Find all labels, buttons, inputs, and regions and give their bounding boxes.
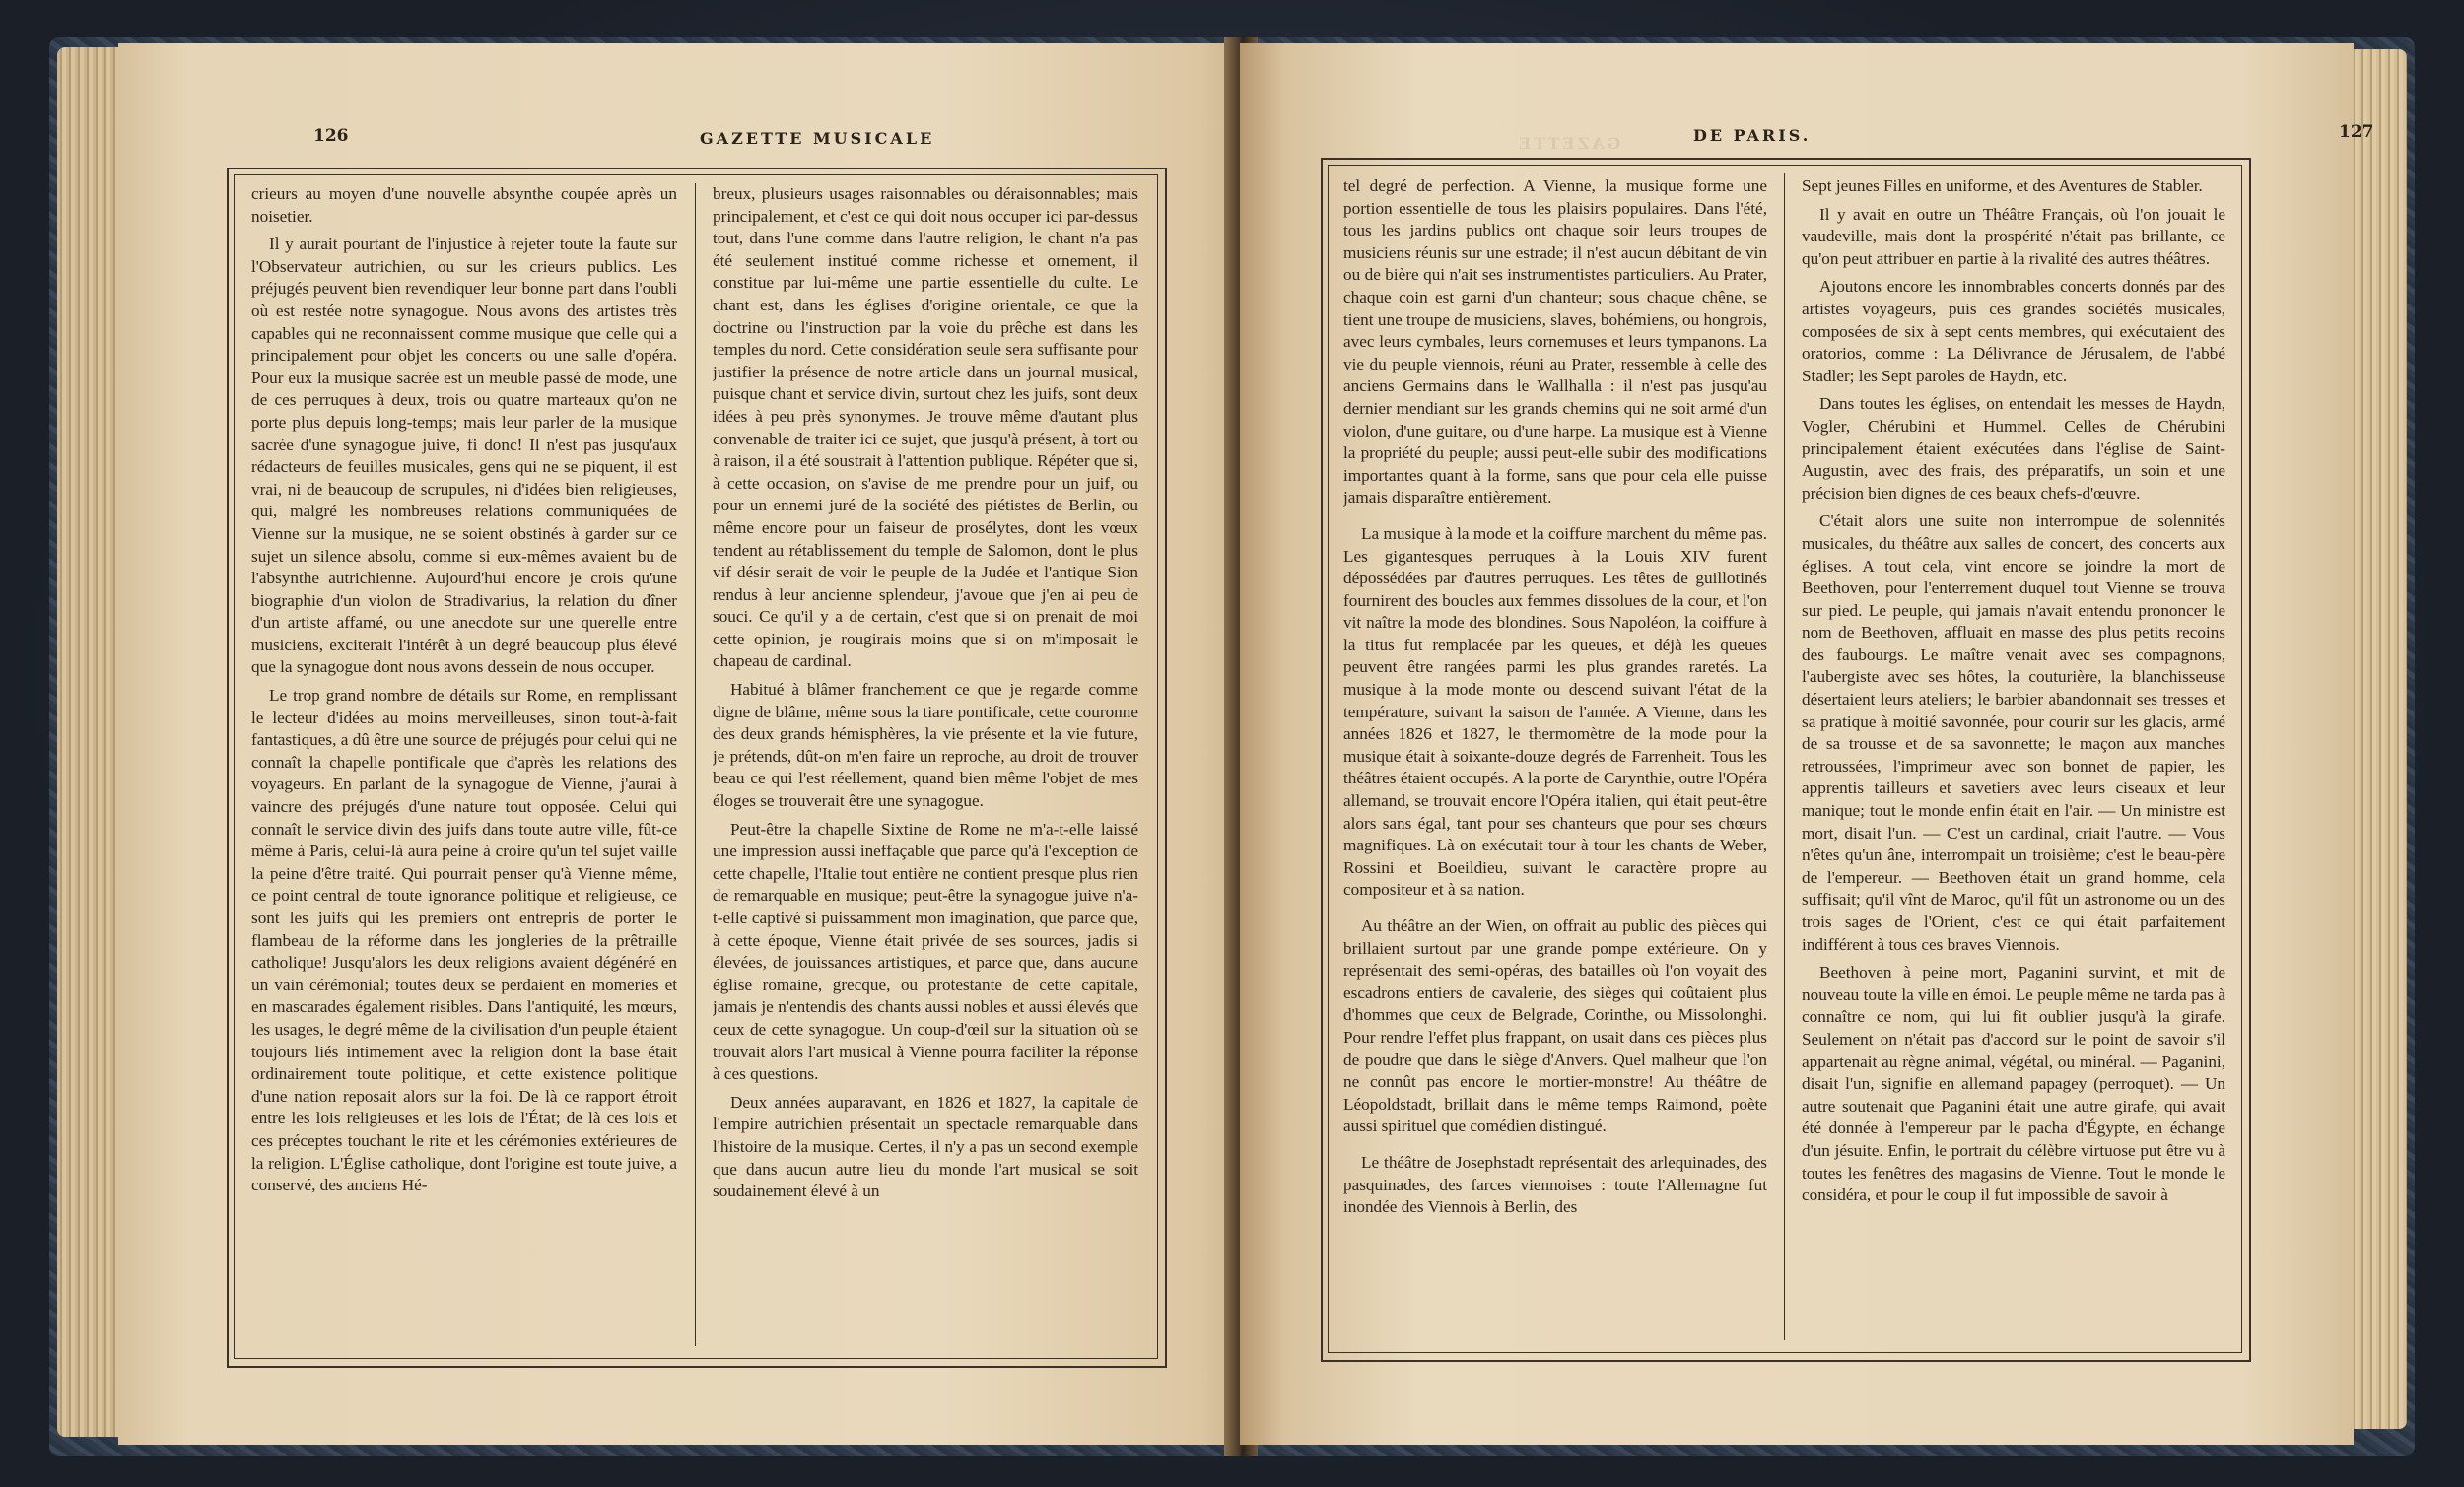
paragraph: breux, plusieurs usages raisonnables ou déraisonnables; mais principalement, et c'est ce qui doit nous occuper ici par-dessus tout, dans l'une comme dans l'autre religion, le chant n'a pas été seulement institué comme richesse et ornement, il constitue par lui-même une partie essentielle du culte. Le chant est, dans les églises d'origine orientale, ce que la doctrine ou l'instruction par la voie du prêche est dans les temples du nord. Cette considération seule sera suffisante pour justifier la présence de notre article dans un journal musical, puisque chant et service divin, surtout chez les juifs, sont deux idées à peu près synonymes. Je trouve même d'autant plus convenable de traiter ici ce sujet, que jusqu'à présent, à tort ou à raison, il a été soustrait à l'attention publique. Répéter que si, à cette occasion, on s'avise de me prendre pour un juif, ou pour un ennemi juré de la société des piétistes de Berlin, ou même encore pour un faiseur de prosélytes, dont les vœux tendent au rétablissement du temple de Salomon, dont le plus vif désir serait de voir le peuple de la Judée et l'antique Sion rendus à leur ancienne splendeur, j'avoue que j'en ai peu de souci. Ce qu'il y a de certain, c'est que si on prenait de moi cette opinion, je rougirais moins que si on m'imposait le chapeau de cardinal. (713, 184, 1138, 671)
right-running-head: DE PARIS. (1693, 126, 1812, 145)
right-column-2 (1802, 175, 2225, 1340)
paragraph: Dans toutes les églises, on entendait les messes de Haydn, Vogler, Chérubini et Hummel. Celles de Chérubini principalement étaient exécutées dans l'église de Saint-Augustin, avec des frais, des préparatifs, un soin et une précision bien dignes de ces beaux chefs-d'œuvre. (1802, 394, 2225, 503)
paragraph: Le trop grand nombre de détails sur Rome, en remplissant le lecteur d'idées au moins merveilleuses, sinon tout-à-fait fantastiques, a dû être une source de préjugés pour celui qui ne connaît la chapelle pontificale que d'après les relations des voyageurs. En parlant de la synagogue de Vienne, j'aurai à vaincre des préjugés d'une nature tout opposée. Celui qui connaît le service divin des juifs dans toute autre ville, fût-ce même à Paris, celui-là aura peine à croire qu'un tel sujet vaille la peine d'être traité. Qui pourrait penser qu'à Vienne même, ce point central de toute ignorance politique et religieuse, ce sont les juifs qui les premiers ont entrepris de porter le flambeau de la réforme dans les jongleries de la prêtraille catholique! Jusqu'alors les deux religions avaient dégénéré en un vain cérémonial; toutes deux se perdaient en momeries et en mascarades également risibles. Dans l'antiquité, les mœurs, les usages, le degré même de la civilisation d'un peuple étaient toujours liés intimement avec la religion dont la base était ordinairement toute politique, et cette existence politique d'une nation reposait alors sur la foi. De là ce rapport étroit entre les lois religieuses et les lois de l'État; de là ces lois et ces préceptes touchant le rite et les cérémonies extérieures de la religion. L'Église catholique, dont l'origine est toute juive, a conservé, des anciens Hé- (251, 686, 677, 1195)
bleed-through-text: GAZETTE (1516, 134, 1621, 153)
paragraph: Sept jeunes Filles en uniforme, et des Aventures de Stabler. (1802, 176, 2203, 195)
left-page (118, 43, 1293, 1445)
right-column-1 (1343, 175, 1767, 1340)
open-book (49, 37, 2415, 1456)
left-running-head: GAZETTE MUSICALE (700, 129, 935, 148)
paragraph: Beethoven à peine mort, Paganini survint, et mit de nouveau toute la ville en émoi. Le peuple même ne tarda pas à connaître ce nom, qui lui fit oublier jusqu'à la girafe. Seulement on n'était pas d'accord sur le point de savoir s'il appartenait au règne animal, végétal, ou minéral. — Paganini, disait l'un, signifie en allemand papagey (perroquet). — Un autre soutenait que Paganini était une autre girafe, qui avait été donnée à l'empereur par le pacha d'Égypte, en échange d'un jésuite. Enfin, le portrait du célèbre virtuose put être vu à toutes les fenêtres des magasins de Vienne. Tout le monde le considéra, et pour le coup il fut impossible de savoir à (1802, 963, 2225, 1205)
left-column-1 (251, 183, 677, 1346)
right-page-number: 127 (2339, 122, 2374, 142)
paragraph: Il y aurait pourtant de l'injustice à rejeter toute la faute sur l'Observateur autrichien, ou sur les crieurs publics. Les préjugés peuvent bien revendiquer leur bonne part dans l'oubli où est restée notre synagogue. Nous avons des artistes très capables qui ne reconnaissent comme musique que celle qui a principalement pour objet les concerts ou une salle d'opéra. Pour eux la musique sacrée est un meuble passé de mode, une de ces perruques à deux, trois ou quatre marteaux qu'on ne porte plus depuis long-temps; mais leur parler de la musique sacrée d'une synagogue juive, fi donc! Il n'est pas jusqu'aux rédacteurs de feuilles musicales, gens qui ne se piquent, il est vrai, ni de beaucoup de scrupules, ni d'idées bien religieuses, qui, malgré les nombreuses relations communiquées de Vienne sur la musique, ne se soient obstinés à garder sur ce sujet un silence absolu, comme si eux-mêmes avaient bu de l'absynthe autrichienne. Aujourd'hui encore je crois qu'une biographie d'un violon de Stradivarius, la relation du dîner d'un artiste affamé, ou une anecdote sur une querelle entre musiciens, exciterait l'intérêt à un degré beaucoup plus élevé que la synagogue dont nous avons dessein de nous occuper. (251, 235, 677, 677)
right-page (1240, 43, 2374, 1445)
paragraph: Il y avait en outre un Théâtre Français, où l'on jouait le vaudeville, mais dont la prospérité n'était pas brillante, ce qu'on peut attribuer en partie à la rivalité des autres théâtres. (1802, 204, 2225, 268)
paragraph: C'était alors une suite non interrompue de solennités musicales, du théâtre aux salles de concert, des concerts aux églises. A tout cela, vint encore se joindre la mort de Beethoven, pour l'enterrement duquel tout Vienne se trouva sur pied. Le peuple, qui jamais n'avait entendu prononcer le nom de Beethoven, affluait en masse des plus petits recoins des faubourgs. Le maître venait avec ses compagnons, l'aubergiste avec ses hôtes, la couturière, la blanchisseuse désertaient leurs ateliers; le barbier abandonnait ses tresses et sa pratique à moitié savonnée, pour courir sur les glacis, armé de sa trousse et de sa savonnette; le maçon aux manches retroussées, l'imprimeur avec son bonnet de papier, les apprentis tailleurs et savetiers avec leurs ciseaux et leur manique; tout le monde enfin était en l'air. — Un ministre est mort, disait l'un. — C'est un cardinal, criait l'autre. — Vous n'êtes qu'un âne, interrompait un troisième; c'est le beau-père de l'empereur. — Beethoven était un grand homme, cela suffisait; qu'il vînt de Maroc, qu'il fût un astronome ou un des trois sages de l'Orient, c'est ce qui était parfaitement indifférent à tous ces braves Viennois. (1802, 511, 2225, 954)
left-column-2 (713, 183, 1138, 1346)
paragraph: crieurs au moyen d'une nouvelle absynthe coupée après un noisetier. (251, 184, 677, 226)
paragraph: Le théâtre de Josephstadt représentait des arlequinades, des pasquinades, des farces viennoises : toute l'Allemagne fut inondée des Viennois à Berlin, des (1343, 1152, 1767, 1217)
paragraph: Ajoutons encore les innombrables concerts donnés par des artistes voyageurs, puis ces grandes sociétés musicales, composées de six à sept cents membres, qui exécutaient des oratorios, comme : La Délivrance de Jérusalem, de l'abbé Stadler; les Sept paroles de Haydn, etc. (1802, 277, 2225, 385)
paragraph: Deux années auparavant, en 1826 et 1827, la capitale de l'empire autrichien présentait un spectacle remarquable dans l'histoire de la musique. Certes, il n'y a pas un second exemple que dans aucun autre lieu du monde l'art musical se soit soudainement élevé à un (713, 1092, 1138, 1201)
paragraph: La musique à la mode et la coiffure marchent du même pas. Les gigantesques perruques à la Louis XIV furent dépossédées par d'autres perruques. Les têtes de guillotinés fournirent des boucles aux femmes dissolues de la cour, et l'on vit naître la mode des blondines. Sous Napoléon, la coiffure à la titus fut remplacée par les queues, et déjà les queues peuvent être rangées parmi les plus grandes raretés. La musique à la mode monte ou descend suivant l'état de la température, suivant la saison de l'année. A Vienne, dans les années 1826 et 1827, le thermomètre de la mode pour la musique était à soixante-douze degrés de Farrenheit. Tous les théâtres étaient occupés. A la porte de Carynthie, outre l'Opéra allemand, se trouvait encore l'Opéra italien, qui était peut-être alors sans égal, tant pour ses chanteurs que pour ses chœurs magnifiques. Là on exécutait tour à tour les chants de Weber, Rossini et Boeildieu, suivant le caractère propre au compositeur et à sa nation. (1343, 523, 1767, 900)
paragraph: Au théâtre an der Wien, on offrait au public des pièces qui brillaient surtout par une grande pompe extérieure. On y représentait des semi-opéras, des batailles où l'on voyait des escadrons entiers de cavalerie, des sièges qui coûtaient plus d'hommes que ceux de Belgrade, Corinthe, ou Missolonghi. Pour rendre l'effet plus frappant, on usait dans ces pièces plus de poudre que dans le siège d'Anvers. Quel malheur que l'on ne connût pas encore le mortier-monstre! Au théâtre de Léopoldstadt, brillait dans le même temps Raimond, poète aussi spirituel que comédien distingué. (1343, 916, 1767, 1136)
right-column-rule (1784, 173, 1785, 1340)
paragraph: tel degré de perfection. A Vienne, la musique forme une portion essentielle de tous les plaisirs populaires. Dans l'été, tous les jardins publics ont chaque soir leurs troupes de musiciens réunis sur une estrade; il n'est aucun débitant de vin ou de bière qui n'ait ses instrumentistes particuliers. Au Prater, chaque coin est garni d'un chanteur; sous chaque chêne, se tient une troupe de musiciens, slaves, bohémiens, ou hongrois, avec leurs cymbales, leurs cornemuses et leurs tympanons. La vie du peuple viennois, réuni au Prater, ressemble à celle des anciens Germains dans le Wallhalla : il n'est pas jusqu'au dernier mendiant sur les grands chemins qui ne soit armé d'un violon, d'une guitare, ou d'une harpe. La musique est à Vienne la propriété du peuple; aussi peut-elle subir des modifications importantes quant à la forme, sans que pour cela elle puisse jamais disparaître entièrement. (1343, 176, 1767, 507)
left-column-rule (695, 183, 696, 1346)
paragraph: Peut-être la chapelle Sixtine de Rome ne m'a-t-elle laissé une impression aussi ineffaçable que parce qu'à l'exception de cette chapelle, l'Italie tout entière ne contient presque plus rien de remarquable en musique; peut-être la synagogue juive n'a-t-elle captivé si puissamment mon imagination, que parce que, à cette époque, Vienne était privée de ses sources, jadis si élevées, de jouissances artistiques, et parce que, dans aucune église romaine, grecque, ou protestante de cette capitale, jamais je n'entendis des chants aussi nobles et aussi élevés que ceux de cette synagogue. Un coup-d'œil sur la situation où se trouvait alors l'art musical à Vienne pourra faciliter la réponse à ces questions. (713, 819, 1138, 1084)
left-page-number: 126 (313, 126, 349, 146)
paragraph: Habitué à blâmer franchement ce que je regarde comme digne de blâme, même sous la tiare pontificale, cette couronne des deux grands hémisphères, la vie présente et la vie future, je prétends, dût-on m'en faire un reproche, au droit de trouver beau ce qui l'est réellement, quand bien même l'objet de mes éloges se trouverait être une synagogue. (713, 680, 1138, 811)
